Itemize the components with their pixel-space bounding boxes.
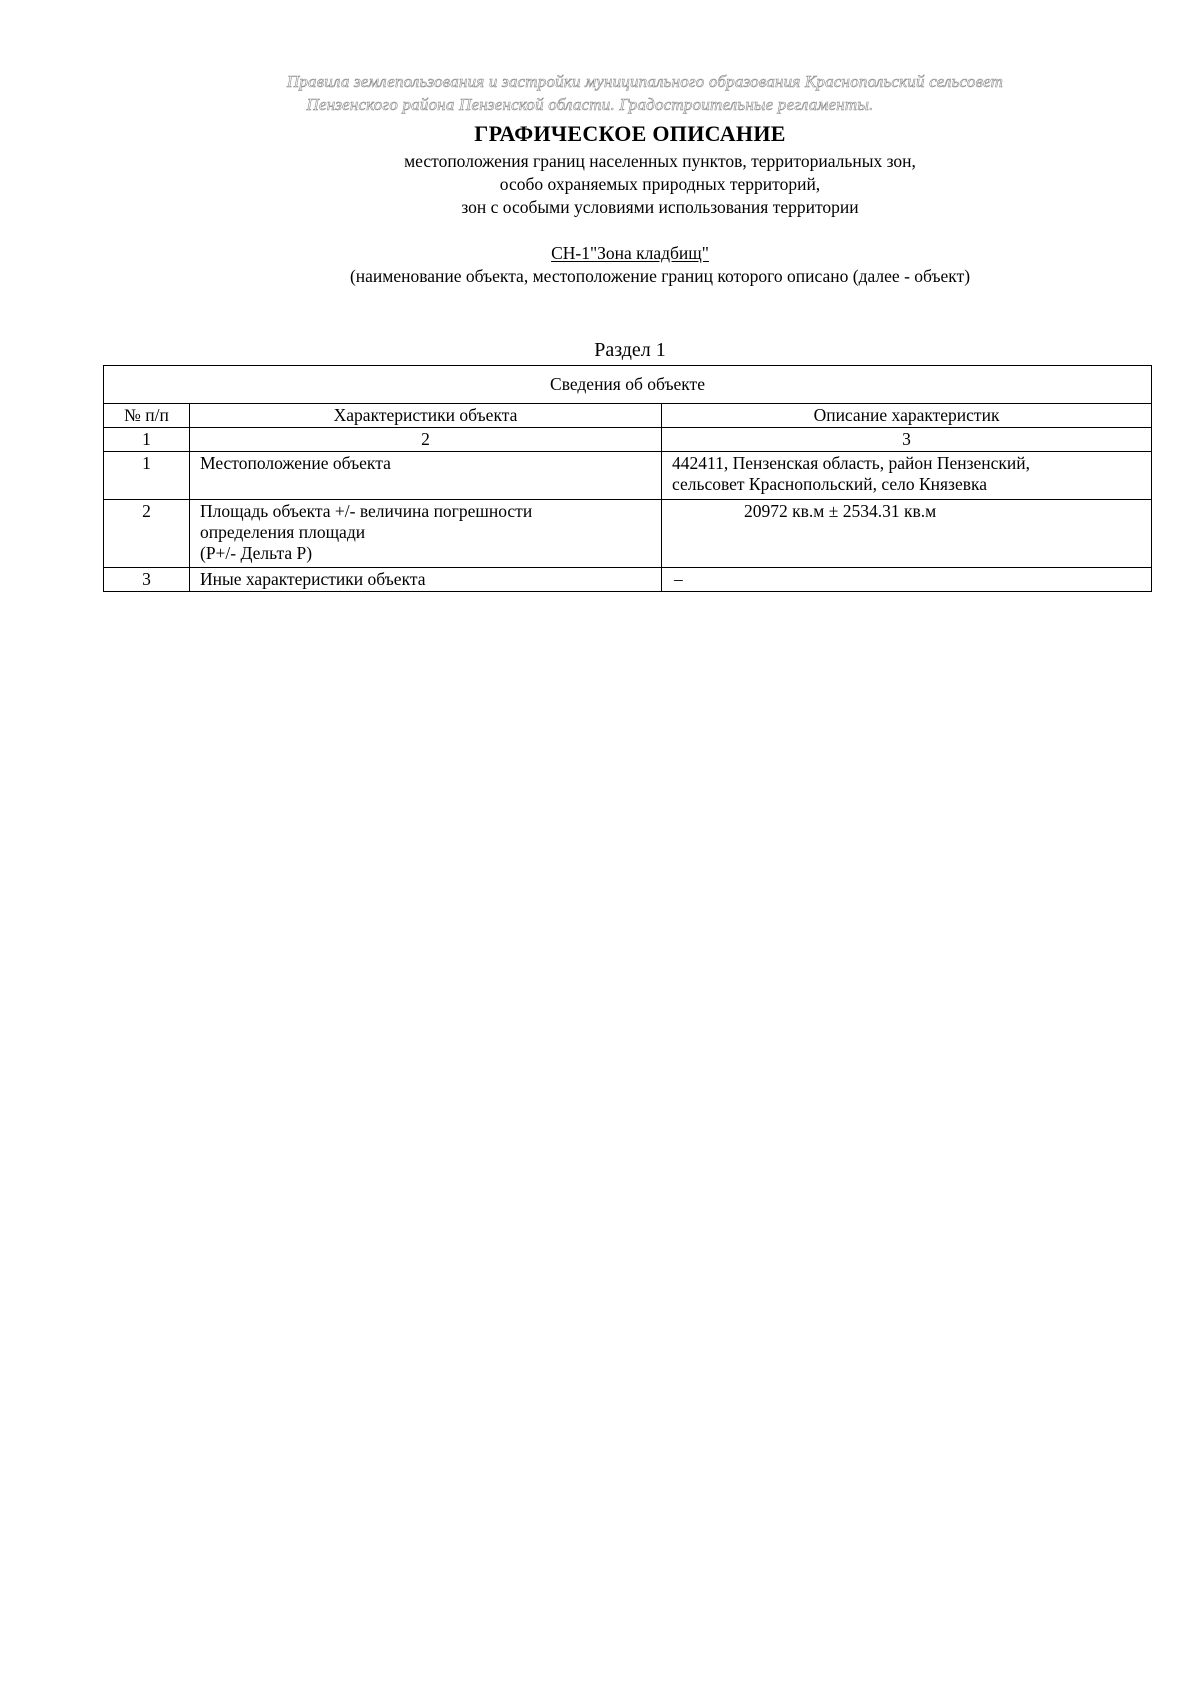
row-description: – (662, 568, 1152, 592)
table-caption: Сведения об объекте (104, 366, 1152, 404)
header-note-line-1: Правила землепользования и застройки муниципального образования Краснопольский сельсовет (286, 72, 1004, 91)
table-column-numbers-row (104, 428, 1152, 452)
table-header-row (104, 404, 1152, 428)
row-characteristic: Иные характеристики объекта (190, 568, 662, 592)
table-row (104, 452, 1152, 500)
object-name-text: СН-1"Зона кладбищ" (551, 243, 709, 263)
object-name (0, 243, 1200, 264)
table-row (104, 500, 1152, 568)
subtitle-line-1: местоположения границ населенных пунктов, территориальных зон, (404, 151, 916, 171)
header-note-line-2: Пензенского района Пензенской области. Градостроительные регламенты. (306, 95, 874, 114)
section-title: Раздел 1 (594, 339, 666, 361)
table-row (104, 568, 1152, 592)
document-title: ГРАФИЧЕСКОЕ ОПИСАНИЕ (474, 121, 786, 146)
column-number-3: 3 (662, 428, 1152, 452)
object-info-table (103, 365, 1152, 592)
table-caption-row (104, 366, 1152, 404)
row-num: 2 (104, 500, 190, 568)
column-number-2: 2 (190, 428, 662, 452)
row-num: 1 (104, 452, 190, 500)
row-num: 3 (104, 568, 190, 592)
row-characteristic: Местоположение объекта (190, 452, 662, 500)
object-name-caption: (наименование объекта, местоположение границ которого описано (далее - объект) (349, 266, 971, 286)
header-num: № п/п (104, 404, 190, 428)
column-number-1: 1 (104, 428, 190, 452)
subtitle-line-2: особо охраняемых природных территорий, (499, 174, 821, 194)
row-characteristic-line-2: определения площади (200, 522, 366, 542)
row-description: 20972 кв.м ± 2534.31 кв.м (662, 500, 1152, 568)
row-characteristic-line-1: Площадь объекта +/- величина погрешности (200, 501, 533, 521)
row-characteristic-line-3: (P+/- Дельта P) (200, 543, 313, 563)
row-characteristic (190, 500, 662, 568)
subtitle-line-3: зон с особыми условиями использования территории (461, 197, 859, 217)
row-description-line-1: 442411, Пензенская область, район Пензенский, (672, 453, 1031, 473)
header-description: Описание характеристик (662, 404, 1152, 428)
header-characteristic: Характеристики объекта (190, 404, 662, 428)
row-description (662, 452, 1152, 500)
row-description-line-2: сельсовет Краснопольский, село Князевка (672, 474, 987, 494)
